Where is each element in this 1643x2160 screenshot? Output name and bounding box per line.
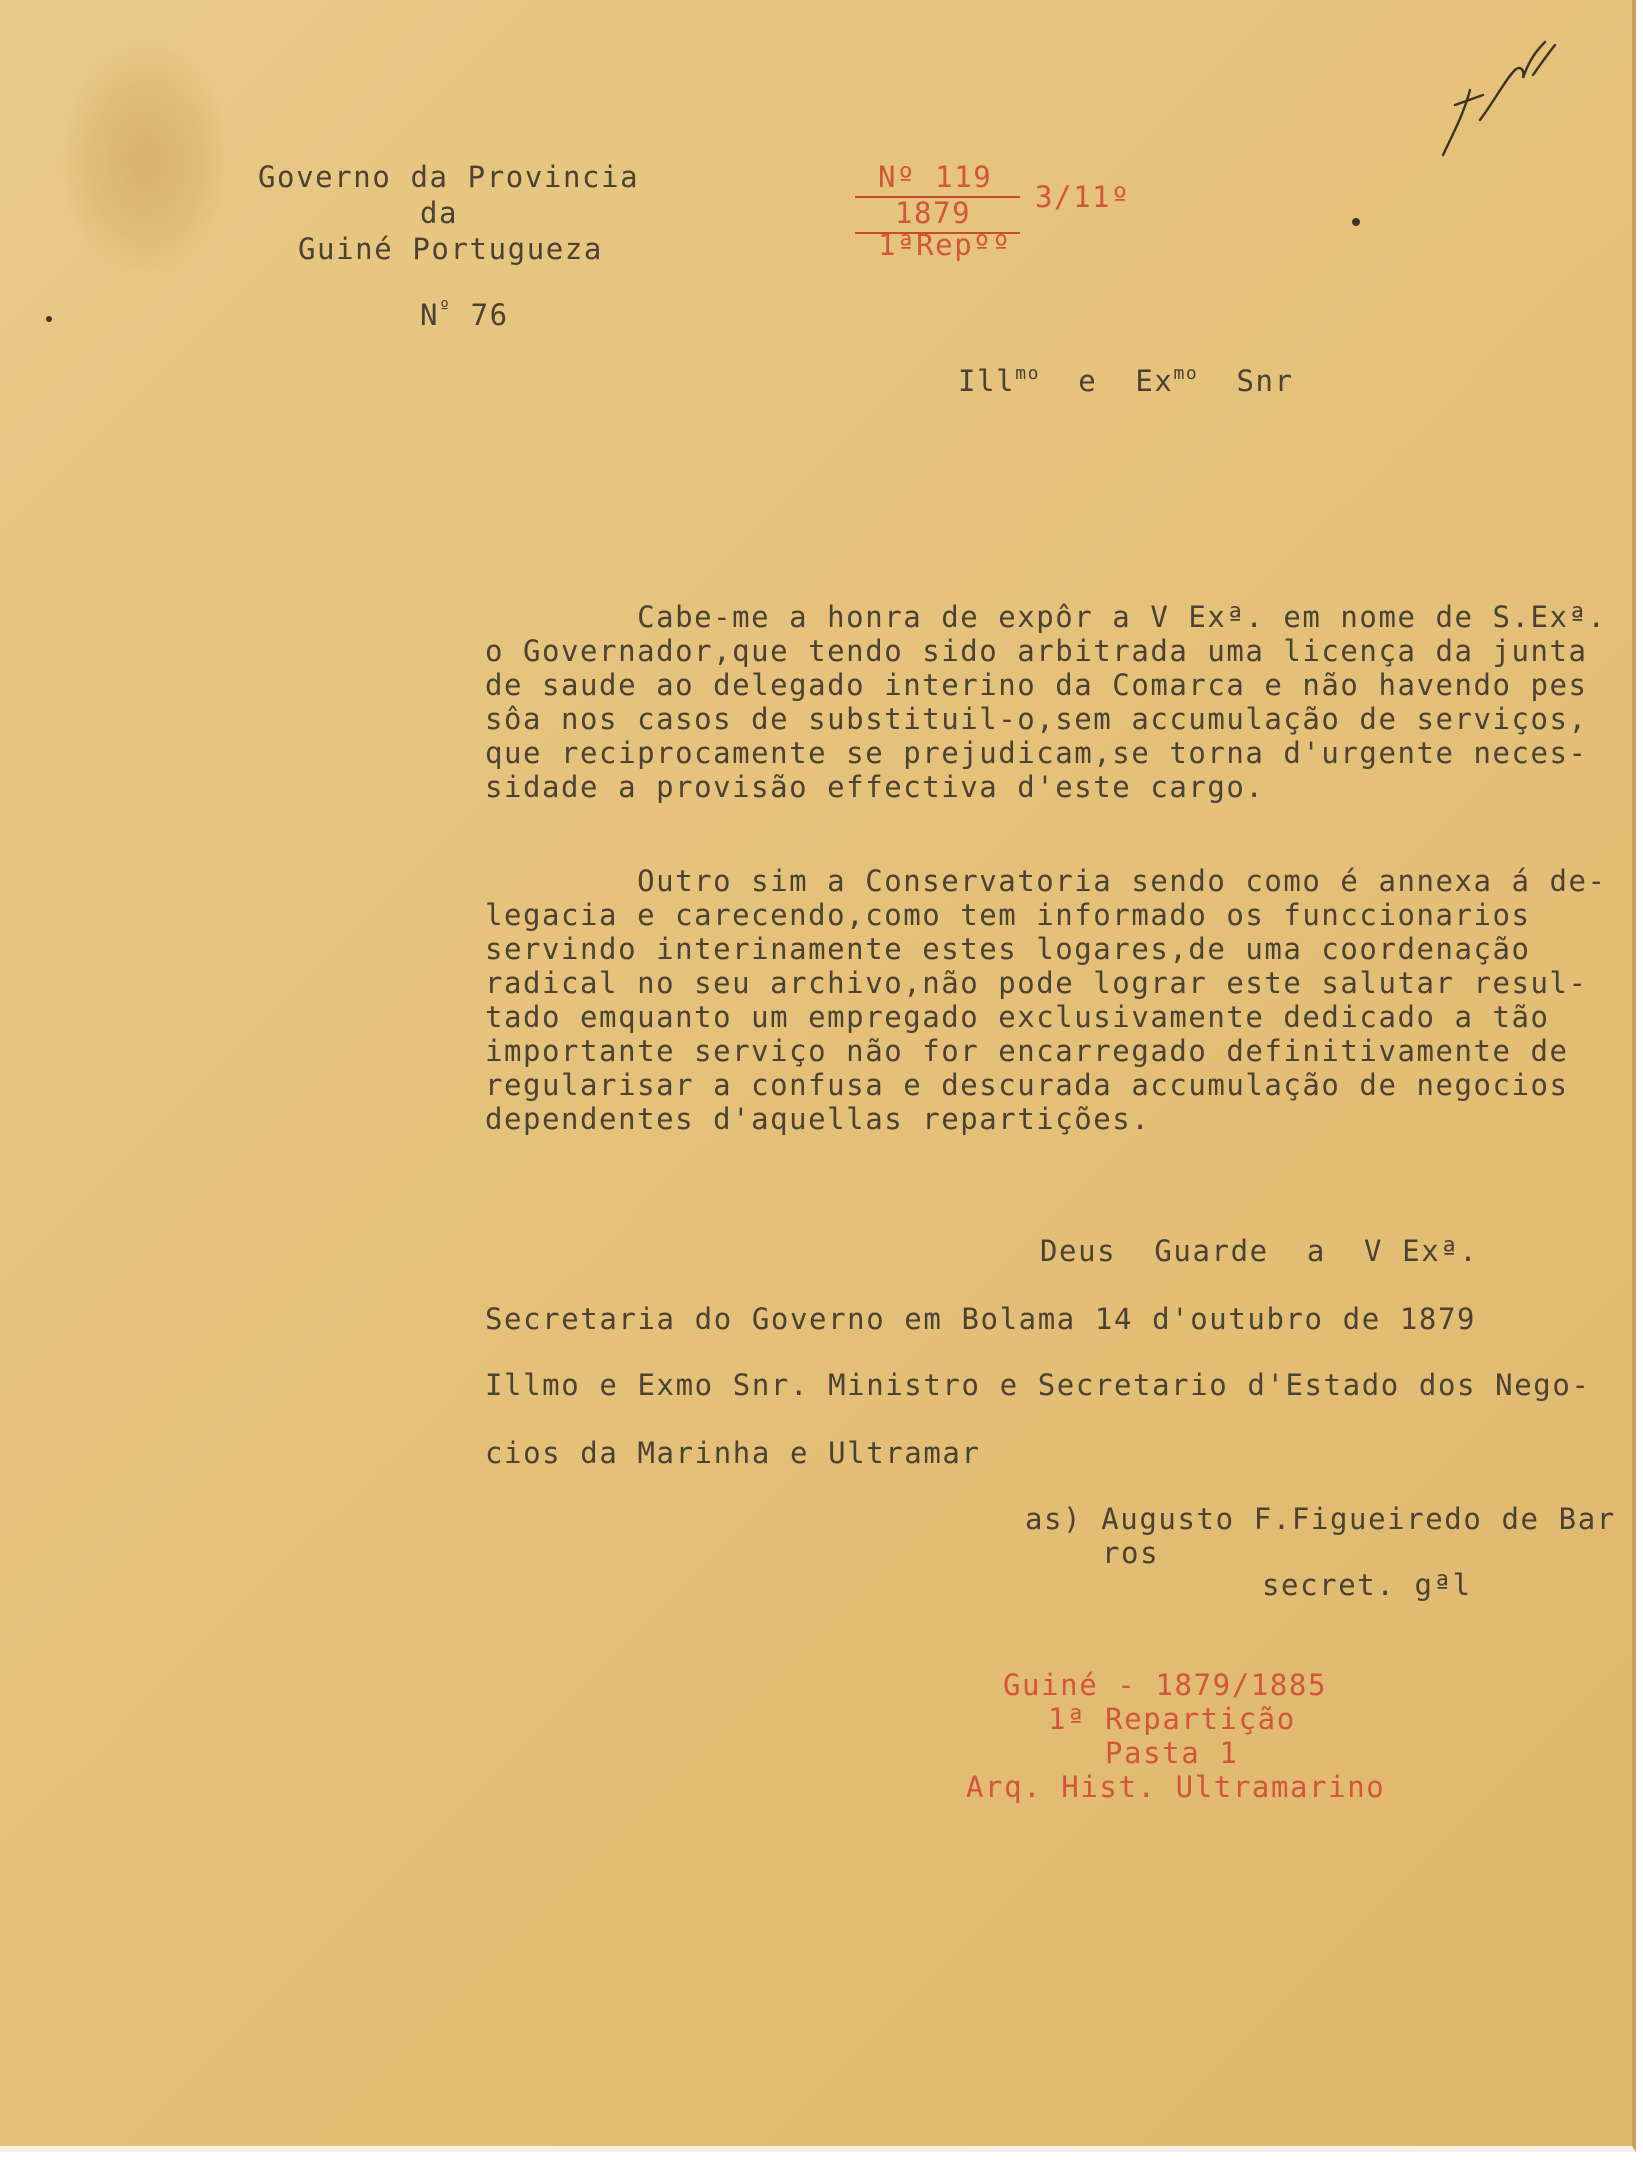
deus-guarde: Deus Guarde a V Exª. [1040, 1234, 1479, 1268]
ink-speck [46, 316, 52, 322]
paragraph-line: importante serviço não for encarregado definitivamente de [485, 1034, 1569, 1068]
paragraph-line: que reciprocamente se prejudicam,se torna d'urgente neces- [485, 736, 1588, 770]
sender-line2: da [420, 196, 459, 230]
paragraph-line: regularisar a confusa e descurada accumulação de negocios [485, 1068, 1569, 1102]
paragraph-line: radical no seu archivo,não pode lograr este salutar resul- [485, 966, 1588, 1000]
water-stain [60, 40, 230, 280]
salutation: Ill$^{mo}$ e $Ex^{mo}$ Snr [958, 363, 1294, 398]
archive-line1: Guiné - 1879/1885 [1003, 1668, 1328, 1702]
signature-line3: secret. gªl [1262, 1568, 1472, 1602]
sender-line3: Guiné Portugueza [298, 232, 603, 266]
paragraph-line: de saude ao delegado interino da Comarca e não havendo pes [485, 668, 1588, 702]
sender-line1: Governo da Provincia [258, 160, 640, 194]
paragraph-line: o Governador,que tendo sido arbitrada uma licença da junta [485, 634, 1588, 668]
recipient-line2: cios da Marinha e Ultramar [485, 1436, 981, 1470]
paragraph-line: Outro sim a Conservatoria sendo como é annexa á de- [485, 864, 1607, 898]
document-number: $N^º$ 76 [420, 297, 509, 332]
registry-number: Nº 119 [878, 160, 993, 194]
paragraph-line: tado emquanto um empregado exclusivamente dedicado a tão [485, 1000, 1550, 1034]
paragraph-line: Cabe-me a honra de expôr a V Exª. em nome de S.Exª. [485, 600, 1607, 634]
registry-section: 1ªRepºº [878, 228, 1012, 262]
archive-line2: 1ª Repartição [1048, 1702, 1296, 1736]
handwritten-initials [1425, 30, 1575, 170]
paragraph-line: dependentes d'aquellas repartições. [485, 1102, 1151, 1136]
paragraph-line: sôa nos casos de substituil-o,sem accumulação de serviços, [485, 702, 1588, 736]
signature-line1: as) Augusto F.Figueiredo de Bar [1025, 1502, 1616, 1536]
paragraph-line: servindo interinamente estes logares,de uma coordenação [485, 932, 1531, 966]
ink-speck [1352, 218, 1360, 226]
signature-line2: ros [1102, 1536, 1160, 1570]
place-date: Secretaria do Governo em Bolama 14 d'outubro de 1879 [485, 1302, 1477, 1336]
paragraph-line: legacia e carecendo,como tem informado os funccionarios [485, 898, 1531, 932]
paragraph-line: sidade a provisão effectiva d'este cargo. [485, 770, 1265, 804]
registry-date: 3/11º [1035, 180, 1131, 214]
recipient-line1: Illmo e Exmo Snr. Ministro e Secretario d'Estado dos Nego- [485, 1368, 1591, 1402]
archive-line3: Pasta 1 [1105, 1736, 1239, 1770]
archive-line4: Arq. Hist. Ultramarino [966, 1770, 1386, 1804]
registry-year: 1879 [895, 196, 972, 230]
